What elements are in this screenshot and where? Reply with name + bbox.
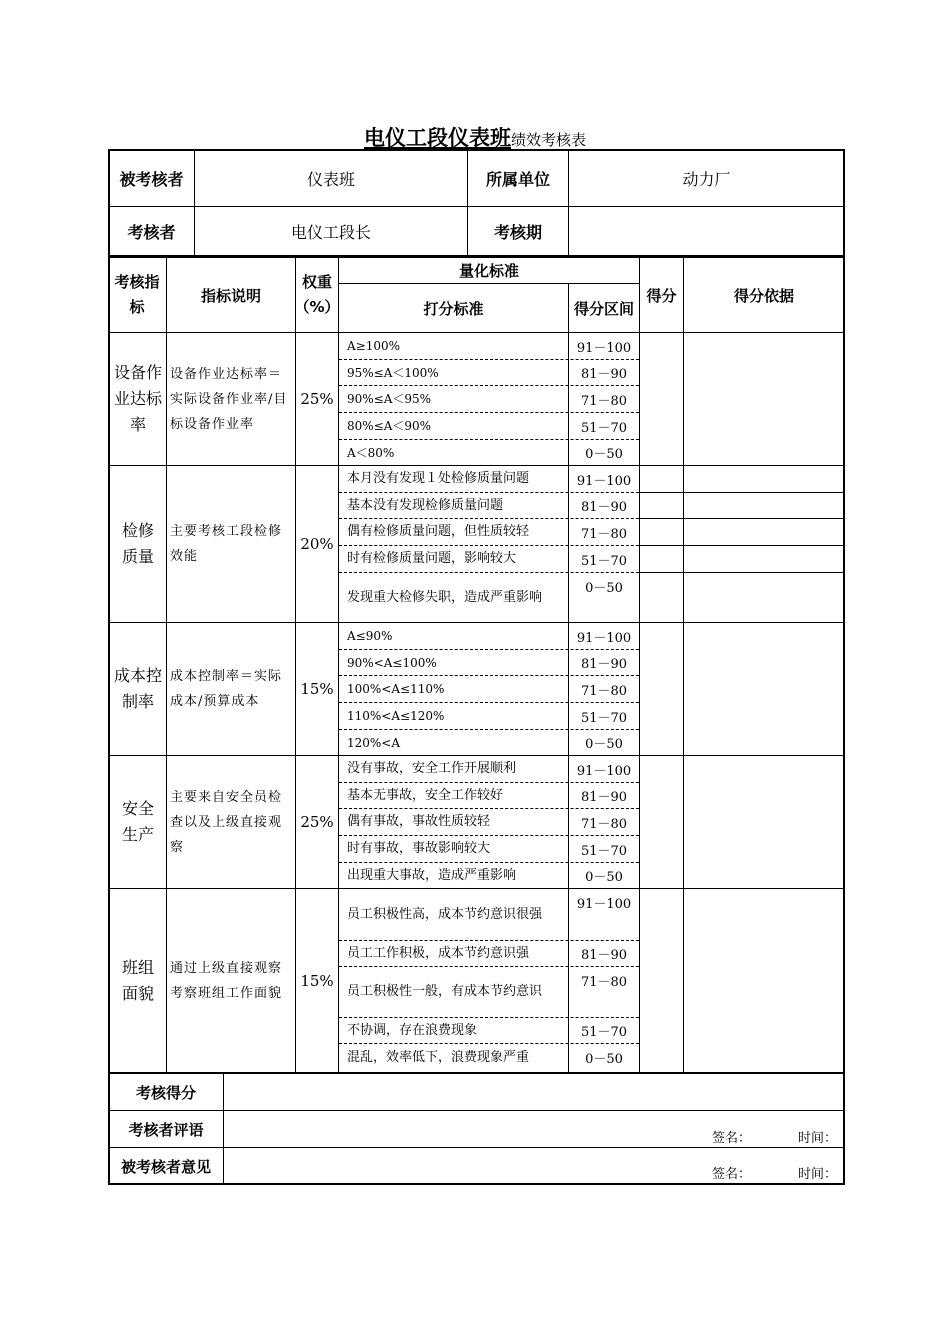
range-item: 81－90 [580,948,628,963]
score-row-divider [640,572,844,573]
criteria-item: 本月没有发现１处检修质量问题 [347,471,530,486]
criteria-item: 95%≤A＜100% [347,365,439,380]
range-item: 71－80 [580,816,628,832]
section-indicator: 安全生产 [121,799,154,844]
section-description: 主要考核工段检修效能 [170,524,283,564]
score-cell[interactable] [640,889,683,1073]
col-header-score: 得分 [646,286,677,305]
examiner-comment-label: 考核者评语 [128,1120,204,1139]
criteria-item: 没有事故，安全工作开展顺利 [347,761,517,776]
criteria-item: 100%<A≤110% [347,682,445,696]
criteria-item: A≥100% [347,339,401,353]
section-indicator: 检修质量 [121,521,154,566]
range-item: 81－90 [580,790,628,805]
basis-cell[interactable] [684,889,844,1073]
range-item: 71－80 [580,526,628,542]
unit-label: 所属单位 [485,170,550,189]
range-item: 0－50 [585,1052,623,1067]
section-weight: 15% [300,972,334,990]
criteria-item: 不协调，存在浪费现象 [347,1022,478,1038]
score-cell[interactable] [640,333,683,465]
period-label: 考核期 [493,222,542,242]
score-row-divider [640,545,844,546]
criteria-item: 90%≤A＜95% [347,392,432,406]
total-score-label: 考核得分 [135,1083,196,1102]
basis-cell[interactable] [684,756,844,888]
criteria-item: A＜80% [347,445,395,460]
col-header-weight: 权重（%） [294,273,340,316]
range-item: 0－50 [585,870,623,885]
section-weight: 15% [300,680,334,698]
score-row-divider [640,492,844,493]
range-item: 51－70 [580,843,628,859]
examiner-label: 考核者 [127,222,176,242]
criteria-item: 80%≤A＜90% [347,419,432,433]
title-sub: 绩效考核表 [510,131,586,149]
section-weight: 25% [300,390,334,408]
range-item: 51－70 [580,420,628,436]
criteria-item: 员工工作积极，成本节约意识强 [347,945,530,961]
col-header-range: 得分区间 [573,299,634,318]
section-description: 成本控制率＝实际成本/预算成本 [170,669,283,709]
range-item: 71－80 [580,683,628,699]
range-item: 71－80 [580,974,628,990]
criteria-item: 90%<A≤100% [347,655,437,670]
page-title [0,122,950,152]
section-description: 设备作业达标率＝实际设备作业率/目标设备作业率 [170,366,288,432]
range-item: 51－70 [580,710,628,726]
criteria-item: 出现重大事故，造成严重影响 [347,867,517,883]
examinee-opinion-label: 被考核者意见 [120,1157,211,1176]
criteria-item: 偶有检修质量问题，但性质较轻 [347,524,530,539]
basis-cell[interactable] [684,333,844,465]
range-item: 81－90 [580,367,628,382]
unit-value: 动力厂 [682,170,731,189]
criteria-item: 偶有事故，事故性质较轻 [347,814,491,829]
section-weight: 20% [300,535,334,553]
time-label: 时间： [798,1167,838,1182]
criteria-item: 基本没有发现检修质量问题 [347,497,504,513]
range-item: 91－100 [576,473,632,489]
col-header-description: 指标说明 [200,286,261,305]
examinee-value: 仪表班 [306,170,355,189]
criteria-item: 120%<A [347,735,401,750]
section-description: 主要来自安全员检查以及上级直接观察 [170,789,283,855]
total-score-field[interactable] [224,1074,844,1110]
range-item: 71－80 [580,393,628,409]
section-description: 通过上级直接观察考察班组工作面貌 [170,961,283,1001]
range-item: 0－50 [585,737,623,752]
signature-label: 签名： [712,1167,752,1182]
col-header-indicator: 考核指标 [114,273,160,316]
time-label: 时间： [798,1131,838,1146]
col-header-basis: 得分依据 [733,286,794,305]
range-item: 51－70 [580,1025,628,1040]
section-indicator: 成本控制率 [113,666,162,711]
section-indicator: 班组面貌 [121,958,154,1003]
basis-cell[interactable] [684,623,844,755]
range-item: 81－90 [580,657,628,672]
examinee-label: 被考核者 [119,170,184,189]
signature-label: 签名： [712,1131,752,1146]
criteria-item: 员工积极性一般，有成本节约意识 [347,984,543,999]
score-cell[interactable] [640,623,683,755]
section-weight: 25% [300,813,334,831]
range-item: 51－70 [580,553,628,569]
criteria-item: 时有事故，事故影响较大 [347,841,491,856]
criteria-item: 时有检修质量问题，影响较大 [347,551,517,566]
criteria-item: 110%<A≤120% [347,709,445,723]
col-header-criteria: 打分标准 [423,299,484,318]
title-main: 电仪工段仪表班 [363,126,511,150]
criteria-item: 基本无事故，安全工作较好 [347,787,504,803]
col-header-quant: 量化标准 [458,262,519,280]
period-value [569,207,844,255]
range-item: 91－100 [576,340,632,356]
range-item: 0－50 [585,580,623,596]
criteria-item: 混乱，效率低下，浪费现象严重 [347,1049,530,1065]
section-indicator: 设备作业达标率 [113,363,162,434]
criteria-item: A≤90% [347,629,393,643]
range-item: 0－50 [585,447,623,462]
range-item: 91－100 [576,630,632,646]
criteria-item: 发现重大检修失职，造成严重影响 [347,589,543,605]
examiner-value: 电仪工段长 [290,222,371,242]
range-item: 91－100 [576,763,632,779]
range-item: 81－90 [580,500,628,515]
criteria-item: 员工积极性高，成本节约意识很强 [347,906,543,922]
score-cell[interactable] [640,756,683,888]
score-row-divider [640,518,844,519]
range-item: 91－100 [576,896,632,912]
